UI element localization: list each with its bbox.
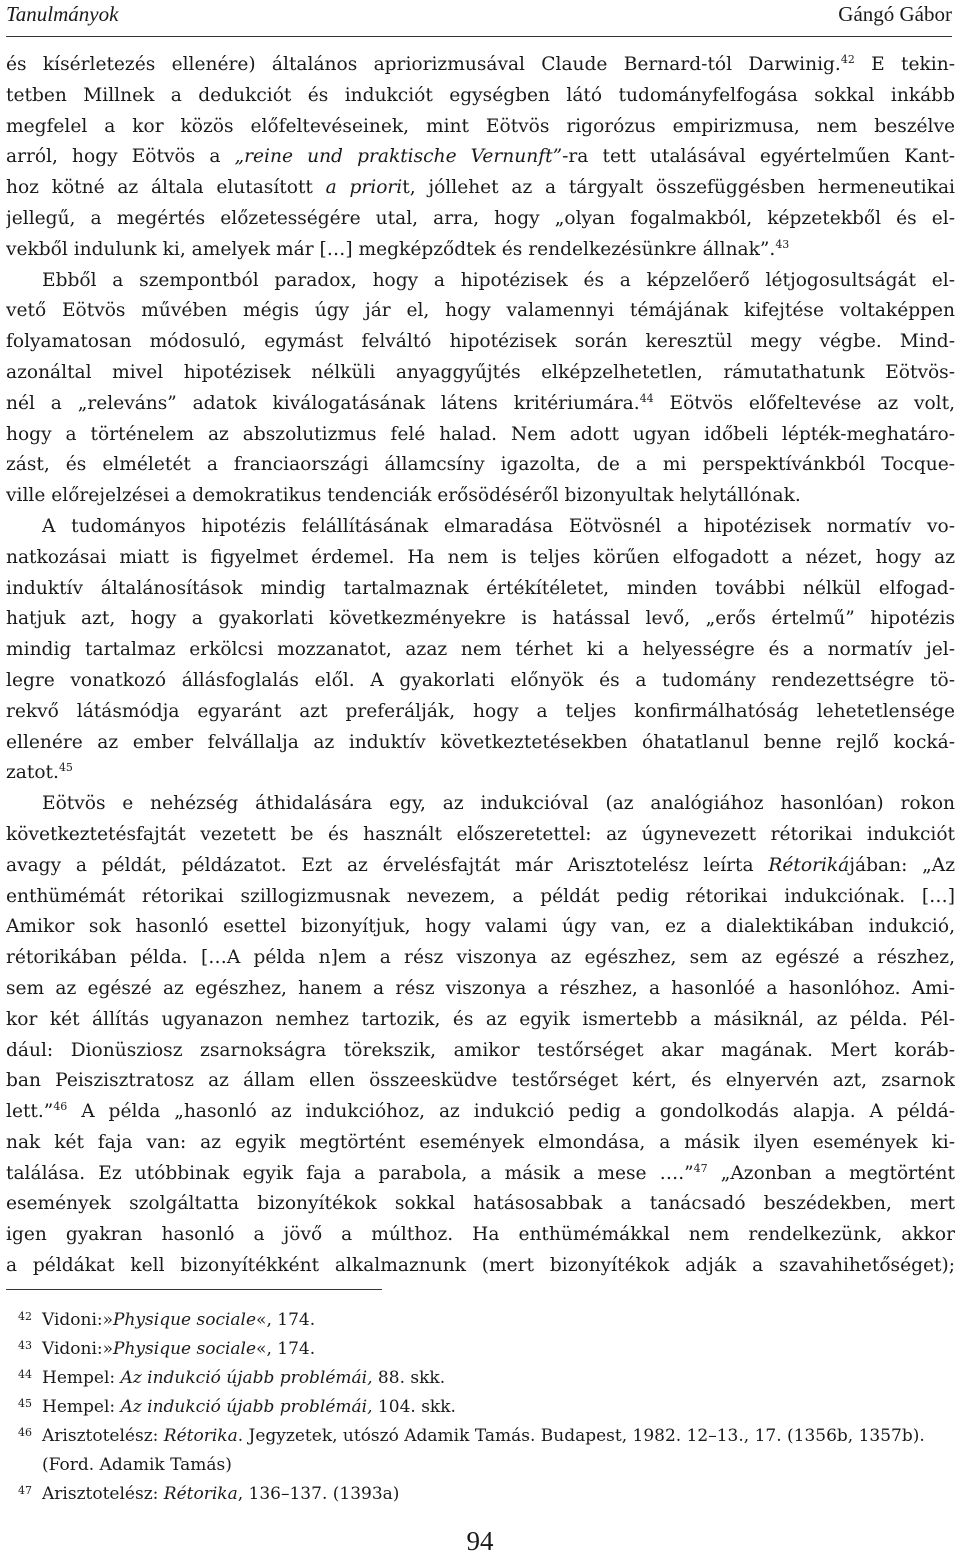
footnote: 47 Arisztotelész: Rétorika, 136–137. (1393a) — [6, 1480, 955, 1509]
text-line: induktív általánosítások mindig tartalmaznak értékítéletet, minden további nélkül elfogad- — [6, 577, 955, 599]
text-line: Amikor sok hasonló esettel bizonyítjuk, hogy valami úgy van, ez a dialektikában indukció, — [6, 916, 955, 938]
text-line: vekből indulunk ki, amelyek már […] megképződtek és rendelkezésünkre állnak”.$^{43}$ — [6, 237, 790, 260]
body-text — [6, 50, 955, 1282]
text-line: hatjuk azt, hogy a gyakorlati következményekre is hatással levő, „erős értelmű” hipotézis — [6, 608, 955, 630]
text-line: megfelel a kor közös előfeltevéseinek, mint Eötvös rigorózus empirizmusa, nem beszélve — [6, 115, 955, 137]
footnote: 46 Arisztotelész: Rétorika. Jegyzetek, utószó Adamik Tamás. Budapest, 1982. 12–13., 17. (1356b, 1357b). (Ford. Adamik Tamás) — [6, 1422, 955, 1480]
text-line: dául: Dionüsziosz zsarnokságra törekszik, amikor testőrséget akar magának. Mert koráb- — [6, 1039, 955, 1061]
text-line: következtetésfajtát vezetett be és használt előszeretettel: az úgynevezett rétorikai indukciót — [6, 823, 955, 845]
text-line: nél a „releváns” adatok kiválogatásának látens kritériumára.$^{44}$ Eötvös előfeltevése az volt, — [6, 391, 955, 414]
text-line: nak két faja van: az egyik megtörtént események elmondása, a másik ilyen események ki- — [6, 1131, 955, 1153]
text-line: jellegű, a megértés előzetességére utal, arra, hogy „olyan fogalmakból, képzetekből és el- — [6, 207, 955, 229]
text-line: igen gyakran hasonló a jövő a múlthoz. Ha enthümémákkal nem rendelkezünk, akkor — [6, 1224, 955, 1246]
text-line: avagy a példát, példázatot. Ezt az érvelésfajtát már Arisztotelész leírta Rétorikájában: „Az — [6, 854, 955, 876]
footnote-divider — [6, 1289, 382, 1290]
text-line: események szolgáltatta bizonyítékok sokkal hatásosabbak a tanácsadó beszédekben, mert — [6, 1193, 955, 1215]
text-line: Ebből a szempontból paradox, hogy a hipotézisek és a képzelőerő létjogosultságát el- — [42, 269, 955, 291]
footnote-number: 47 — [18, 1484, 32, 1497]
footnote-number: 42 — [18, 1310, 32, 1323]
footnote-number: 46 — [18, 1426, 32, 1439]
footnote: 43 Vidoni:»Physique sociale«, 174. — [6, 1335, 955, 1364]
text-line: enthümémát rétorikai szillogizmusnak nevezem, a példát pedig rétorikai indukciónak. […] — [6, 885, 955, 907]
text-line: Eötvös e nehézség áthidalására egy, az indukcióval (az analógiához hasonlóan) rokon — [42, 793, 955, 815]
footnote-number: 43 — [18, 1339, 32, 1352]
text-line: rétorikában példa. […A példa n]em a rész viszonya az egészhez, sem az egészé a részhez, — [6, 947, 955, 969]
section-label: Tanulmányok — [6, 2, 119, 26]
page-number: 94 — [466, 1526, 494, 1556]
footnote: 42 Vidoni:»Physique sociale«, 174. — [6, 1306, 955, 1335]
text-line: legre vonatkozó állásfoglalás elől. A gyakorlati előnyök és a tudomány rendezettségre tö- — [6, 669, 955, 691]
text-line: A tudományos hipotézis felállításának elmaradása Eötvösnél a hipotézisek normatív vo- — [42, 515, 955, 537]
footnote-ref[interactable]: 43 — [775, 237, 790, 251]
footnote-number: 45 — [18, 1397, 32, 1410]
text-line: azonáltal mivel hipotézisek nélküli anyaggyűjtés elképzelhetetlen, rámutathatunk Eötvös- — [6, 361, 955, 383]
footnote-number: 44 — [18, 1368, 32, 1381]
author-name: Gángó Gábor — [838, 2, 952, 26]
text-line: találása. Ez utóbbinak egyik faja a parabola, a másik a mese ….”$^{47}$ „Azonban a megtörtént — [6, 1161, 955, 1184]
footnote-ref[interactable]: 45 — [58, 761, 73, 775]
text-line: lett.”$^{46}$ A példa „hasonló az indukcióhoz, az indukció pedig a gondolkodás alapja. A példá- — [6, 1099, 955, 1123]
text-line: natkozásai miatt is figyelmet érdemel. Ha nem is teljes körűen elfogadott a nézet, hogy az — [6, 546, 955, 568]
text-line: ban Peiszisztratosz az állam ellen összeesküdve testőrséget kért, és elnyervén azt, zsarnok — [6, 1070, 955, 1092]
text-line: zást, és elméletét a franciaországi államcsíny igazolta, de a mi perspektívánkból Tocque- — [6, 454, 955, 476]
text-line: arról, hogy Eötvös a „reine und praktische Vernunft”-ra tett utalásával egyértelműen Kant- — [6, 146, 955, 168]
text-line: ville előrejelzései a demokratikus tendenciák erősödéséről bizonyultak helytállónak. — [6, 485, 801, 507]
text-line: sem az egészé az egészhez, hanem a rész viszonya a részhez, a hasonlóé a hasonlóhoz. Ami- — [6, 977, 955, 999]
footnote-ref[interactable]: 42 — [840, 52, 855, 66]
footnote-ref[interactable]: 46 — [53, 1099, 68, 1113]
footnote: 45 Hempel: Az indukció újabb problémái, 104. skk. — [6, 1393, 955, 1422]
text-line: ellenére az ember felvállalja az induktív következtetésekben óhatatlanul benne rejlő kocká- — [6, 731, 955, 753]
text-line: hogy a történelem az abszolutizmus felé halad. Nem adott ugyan időbeli lépték-meghatáro- — [6, 423, 955, 445]
text-line: hoz kötné az általa elutasított a priorit, jóllehet az a tárgyalt összefüggésben hermeneutikai — [6, 177, 955, 199]
footnote-ref[interactable]: 47 — [693, 1161, 708, 1175]
text-line: vető Eötvös művében mégis úgy jár el, hogy valamennyi témájának kifejtése voltaképpen — [6, 300, 955, 322]
footnotes — [6, 1306, 955, 1509]
text-line: zatot.$^{45}$ — [6, 761, 73, 784]
footnote-ref[interactable]: 44 — [639, 391, 654, 405]
text-line: folyamatosan módosuló, egymást felváltó hipotézisek során keresztül megy végbe. Mind- — [6, 331, 955, 353]
text-line: a példákat kell bizonyítékként alkalmaznunk (mert bizonyítékok adják a szavahihetőséget); — [6, 1255, 955, 1277]
text-line: mindig tartalmaz erkölcsi mozzanatot, azaz nem térhet ki a helyességre és a normatív jel- — [6, 639, 955, 661]
text-line: rekvő látásmódja egyaránt azt preferálják, hogy a teljes konfirmálhatóság lehetetlensége — [6, 700, 955, 722]
text-line: tetben Millnek a dedukciót és indukciót egységben látó tudományfelfogása sokkal inkább — [6, 84, 955, 106]
footnote: 44 Hempel: Az indukció újabb problémái, 88. skk. — [6, 1364, 955, 1393]
running-header — [6, 0, 952, 37]
text-line: kor két állítás ugyanazon nemhez tartozik, és az egyik ismertebb a másiknál, az példa. Pél- — [6, 1008, 955, 1030]
text-line: és kísérletezés ellenére) általános apriorizmusával Claude Bernard-tól Darwinig.$^{42}$ E tekin- — [6, 52, 955, 75]
